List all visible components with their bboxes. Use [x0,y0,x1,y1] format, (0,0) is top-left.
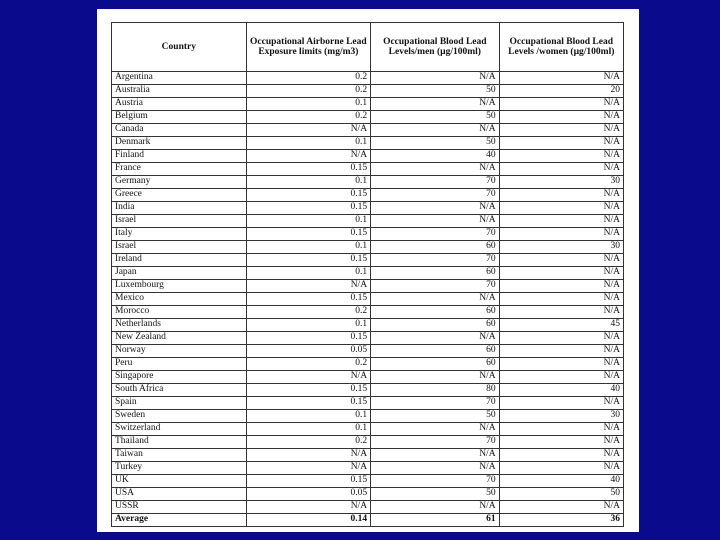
table-row [112,319,624,332]
table-row [112,202,624,215]
airborne-cell: 0.1 [246,176,370,189]
airborne-cell: 0.15 [246,293,370,306]
blood-men-cell: 60 [371,319,500,332]
country-cell: USA [112,488,247,501]
blood-men-cell: 70 [371,189,500,202]
table-row [112,501,624,514]
table-row [112,280,624,293]
blood-women-cell: N/A [499,306,623,319]
airborne-cell: 0.1 [246,98,370,111]
blood-women-cell: N/A [499,358,623,371]
blood-women-cell: N/A [499,436,623,449]
airborne-cell: 0.1 [246,267,370,280]
country-cell: South Africa [112,384,247,397]
blood-women-cell: 30 [499,410,623,423]
blood-men-cell: 61 [371,514,500,527]
table-row [112,150,624,163]
airborne-cell: 0.05 [246,345,370,358]
blood-women-cell: N/A [499,280,623,293]
blood-men-cell: 70 [371,280,500,293]
table-row [112,475,624,488]
header-blood-lead-women: Occupational Blood Lead Levels /women (µg/100ml) [499,23,623,72]
airborne-cell: 0.1 [246,319,370,332]
table-row [112,254,624,267]
airborne-cell: 0.15 [246,163,370,176]
blood-men-cell: 50 [371,410,500,423]
country-cell: Spain [112,397,247,410]
blood-women-cell: N/A [499,163,623,176]
table-row [112,189,624,202]
country-cell: Finland [112,150,247,163]
blood-women-cell: N/A [499,254,623,267]
blood-men-cell: N/A [371,163,500,176]
blood-men-cell: N/A [371,72,500,85]
blood-women-cell: N/A [499,98,623,111]
header-airborne-limits: Occupational Airborne Lead Exposure limits (mg/m3) [246,23,370,72]
country-cell: Argentina [112,72,247,85]
table-row [112,241,624,254]
table-row [112,72,624,85]
blood-women-cell: N/A [499,124,623,137]
airborne-cell: 0.15 [246,475,370,488]
table-row [112,410,624,423]
table-row [112,176,624,189]
blood-men-cell: N/A [371,462,500,475]
document-page [97,9,639,532]
blood-men-cell: 50 [371,111,500,124]
airborne-cell: 0.15 [246,228,370,241]
blood-women-cell: N/A [499,150,623,163]
header-country: Country [112,23,247,72]
airborne-cell: 0.2 [246,111,370,124]
blood-men-cell: 60 [371,267,500,280]
country-cell: New Zealand [112,332,247,345]
blood-women-cell: N/A [499,371,623,384]
blood-men-cell: N/A [371,293,500,306]
table-row [112,137,624,150]
blood-women-cell: N/A [499,228,623,241]
country-cell: Singapore [112,371,247,384]
country-cell: USSR [112,501,247,514]
blood-men-cell: N/A [371,202,500,215]
country-cell: France [112,163,247,176]
airborne-cell: 0.1 [246,241,370,254]
table-row [112,215,624,228]
airborne-cell: 0.1 [246,137,370,150]
country-cell: Germany [112,176,247,189]
country-cell: Morocco [112,306,247,319]
blood-women-cell: N/A [499,137,623,150]
blood-women-cell: N/A [499,293,623,306]
country-cell: Greece [112,189,247,202]
table-row [112,449,624,462]
blood-men-cell: 70 [371,254,500,267]
table-row [112,332,624,345]
blood-women-cell: N/A [499,449,623,462]
airborne-cell: N/A [246,501,370,514]
table-row [112,85,624,98]
table-row [112,384,624,397]
table-row [112,267,624,280]
blood-men-cell: 50 [371,137,500,150]
airborne-cell: N/A [246,449,370,462]
blood-men-cell: N/A [371,371,500,384]
country-cell: Luxembourg [112,280,247,293]
country-cell: Canada [112,124,247,137]
blood-men-cell: 70 [371,436,500,449]
country-cell: Netherlands [112,319,247,332]
header-blood-lead-men: Occupational Blood Lead Levels/men (µg/100ml) [371,23,500,72]
airborne-cell: 0.2 [246,436,370,449]
blood-women-cell: N/A [499,501,623,514]
airborne-cell: N/A [246,371,370,384]
table-row [112,436,624,449]
country-cell: India [112,202,247,215]
blood-men-cell: N/A [371,423,500,436]
country-cell: Taiwan [112,449,247,462]
blood-women-cell: N/A [499,189,623,202]
blood-women-cell: N/A [499,332,623,345]
blood-men-cell: 80 [371,384,500,397]
blood-men-cell: 50 [371,85,500,98]
country-cell: Peru [112,358,247,371]
airborne-cell: 0.2 [246,85,370,98]
blood-men-cell: 40 [371,150,500,163]
blood-women-cell: N/A [499,397,623,410]
airborne-cell: 0.15 [246,189,370,202]
airborne-cell: 0.15 [246,202,370,215]
table-row [112,345,624,358]
airborne-cell: N/A [246,462,370,475]
country-cell: Sweden [112,410,247,423]
blood-women-cell: 30 [499,241,623,254]
country-cell: Switzerland [112,423,247,436]
blood-men-cell: N/A [371,449,500,462]
blood-women-cell: N/A [499,215,623,228]
blood-women-cell: 40 [499,384,623,397]
airborne-cell: N/A [246,150,370,163]
table-row [112,462,624,475]
blood-men-cell: 70 [371,475,500,488]
blood-men-cell: N/A [371,215,500,228]
country-cell: Japan [112,267,247,280]
blood-men-cell: N/A [371,501,500,514]
country-cell: Denmark [112,137,247,150]
table-row [112,98,624,111]
airborne-cell: 0.1 [246,410,370,423]
table-header-row [112,23,624,72]
country-cell: Thailand [112,436,247,449]
country-cell: Norway [112,345,247,358]
blood-men-cell: 60 [371,306,500,319]
blood-women-cell: N/A [499,267,623,280]
table-body [112,72,624,527]
country-cell: Belgium [112,111,247,124]
country-cell: Israel [112,215,247,228]
airborne-cell: 0.14 [246,514,370,527]
blood-men-cell: 70 [371,397,500,410]
blood-women-cell: 36 [499,514,623,527]
lead-exposure-table [111,22,624,527]
airborne-cell: 0.1 [246,423,370,436]
country-cell: Ireland [112,254,247,267]
airborne-cell: N/A [246,124,370,137]
blood-women-cell: N/A [499,72,623,85]
blood-men-cell: N/A [371,332,500,345]
blood-men-cell: 70 [371,176,500,189]
country-cell: Mexico [112,293,247,306]
average-row [112,514,624,527]
blood-women-cell: 40 [499,475,623,488]
blood-men-cell: 60 [371,345,500,358]
country-cell: Italy [112,228,247,241]
blood-women-cell: N/A [499,423,623,436]
blood-women-cell: N/A [499,202,623,215]
country-cell: Turkey [112,462,247,475]
airborne-cell: 0.15 [246,254,370,267]
blood-men-cell: 60 [371,358,500,371]
blood-men-cell: N/A [371,98,500,111]
country-cell: Average [112,514,247,527]
airborne-cell: 0.05 [246,488,370,501]
table-row [112,163,624,176]
blood-men-cell: 50 [371,488,500,501]
blood-men-cell: 60 [371,241,500,254]
airborne-cell: 0.15 [246,384,370,397]
table-row [112,397,624,410]
table-row [112,371,624,384]
airborne-cell: 0.2 [246,358,370,371]
country-cell: UK [112,475,247,488]
blood-women-cell: 50 [499,488,623,501]
airborne-cell: 0.15 [246,332,370,345]
country-cell: Austria [112,98,247,111]
blood-women-cell: 45 [499,319,623,332]
country-cell: Israel [112,241,247,254]
airborne-cell: 0.15 [246,397,370,410]
table-row [112,358,624,371]
table-row [112,228,624,241]
blood-men-cell: 70 [371,228,500,241]
blood-women-cell: N/A [499,345,623,358]
blood-women-cell: N/A [499,462,623,475]
blood-women-cell: N/A [499,111,623,124]
table-row [112,423,624,436]
blood-men-cell: N/A [371,124,500,137]
blood-women-cell: 20 [499,85,623,98]
table-row [112,488,624,501]
airborne-cell: 0.2 [246,72,370,85]
country-cell: Australia [112,85,247,98]
table-row [112,306,624,319]
airborne-cell: N/A [246,280,370,293]
table-row [112,124,624,137]
table-row [112,293,624,306]
blood-women-cell: 30 [499,176,623,189]
airborne-cell: 0.2 [246,306,370,319]
airborne-cell: 0.1 [246,215,370,228]
table-row [112,111,624,124]
